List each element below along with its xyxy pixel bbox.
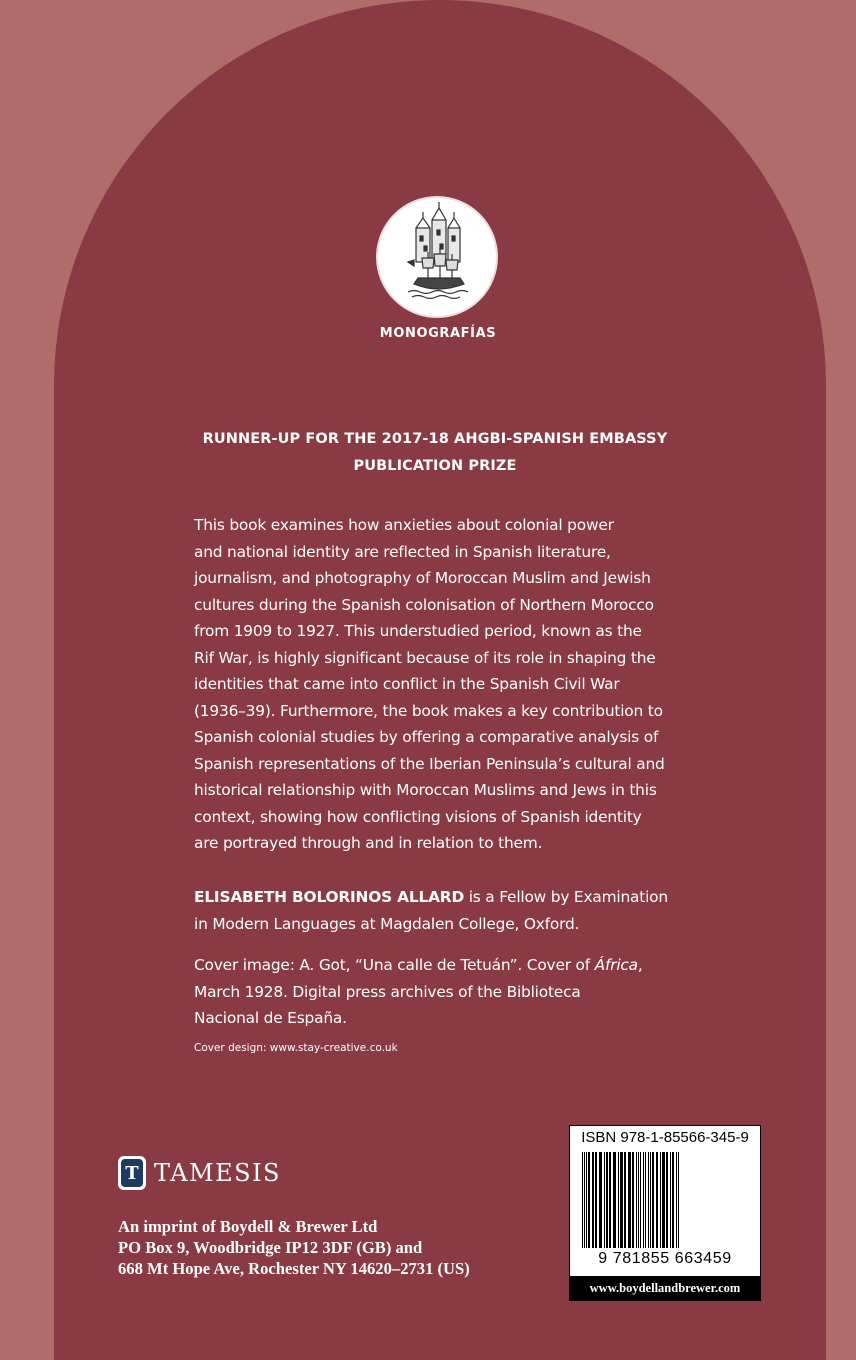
barcode-bar [676, 1152, 677, 1248]
barcode-bar [648, 1152, 649, 1248]
credit-line: Nacional de España. [194, 1009, 347, 1027]
barcode-bar [618, 1152, 619, 1248]
credit-text: , [637, 956, 643, 974]
description-line: This book examines how anxieties about colonial power [194, 516, 614, 534]
barcode-bar [645, 1152, 646, 1248]
barcode-bar [640, 1152, 641, 1248]
barcode-bar [670, 1152, 671, 1248]
barcode-bar [588, 1152, 590, 1248]
barcode-bar [624, 1152, 626, 1248]
author-bio-line [194, 884, 730, 911]
barcode-bar [656, 1152, 658, 1248]
barcode-bar [604, 1152, 605, 1248]
barcode-bar [606, 1152, 608, 1248]
barcode-bar [595, 1152, 597, 1248]
imprint-line: 668 Mt Hope Ave, Rochester NY 14620–2731 (US) [118, 1259, 470, 1278]
barcode-bar [638, 1152, 639, 1248]
isbn-digits: 9 781855 663459 [598, 1250, 732, 1267]
description-line: identities that came into conflict in the Spanish Civil War [194, 675, 620, 693]
barcode-bar [609, 1152, 611, 1248]
isbn-label: ISBN 978-1-85566-345-9 [581, 1129, 749, 1146]
publisher-name: TAMESIS [154, 1159, 281, 1187]
barcode-bar [584, 1152, 585, 1248]
isbn-barcode-panel [569, 1125, 761, 1301]
description-line: Spanish colonial studies by offering a comparative analysis of [194, 728, 659, 746]
barcode-bar [582, 1152, 583, 1248]
credit-line: March 1928. Digital press archives of the Biblioteca [194, 982, 581, 1001]
description-line: journalism, and photography of Moroccan Muslim and Jewish [194, 569, 651, 587]
author-name: ELISABETH BOLORINOS ALLARD [194, 888, 465, 906]
barcode-bar [599, 1152, 602, 1248]
prize-line: RUNNER-UP FOR THE 2017-18 AHGBI-SPANISH EMBASSY [202, 431, 668, 447]
barcode-bar [678, 1152, 679, 1248]
barcode-bar [662, 1152, 665, 1248]
cover-image-credit [194, 952, 730, 1032]
cover-design-credit: Cover design: www.stay-creative.co.uk [194, 1042, 398, 1054]
description-line: from 1909 to 1927. This understudied period, known as the [194, 622, 642, 640]
barcode-bar [620, 1152, 623, 1248]
barcode-icon [580, 1152, 752, 1248]
description-line: historical relationship with Moroccan Muslims and Jews in this [194, 781, 657, 799]
description-line: (1936–39). Furthermore, the book makes a key contribution to [194, 701, 663, 720]
description-line: are portrayed through and in relation to them. [194, 834, 543, 852]
barcode-bar [586, 1152, 587, 1248]
barcode-bar [628, 1152, 631, 1248]
tamesis-logo-letter: T [121, 1159, 143, 1187]
tamesis-t-icon [118, 1156, 146, 1190]
prize-heading [170, 426, 700, 480]
barcode-bar [666, 1152, 668, 1248]
publisher-url: www.boydellandbrewer.com [570, 1276, 760, 1300]
credit-magazine-title: África [594, 956, 638, 974]
tower-and-ship-emblem-icon [376, 196, 498, 318]
barcode-bar [643, 1152, 644, 1248]
author-bio-text: is a Fellow by Examination [464, 888, 668, 906]
barcode-bar [660, 1152, 661, 1248]
imprint-line: An imprint of Boydell & Brewer Ltd [118, 1217, 378, 1236]
author-bio [194, 884, 730, 937]
credit-line [194, 952, 730, 979]
description-line: context, showing how conflicting visions of Spanish identity [194, 807, 642, 826]
description-line: Spanish representations of the Iberian Peninsula’s cultural and [194, 754, 665, 773]
series-label: MONOGRAFÍAS [379, 326, 497, 341]
publisher-logo [118, 1155, 281, 1191]
author-bio-line: in Modern Languages at Magdalen College, Oxford. [194, 914, 580, 933]
book-description [194, 512, 730, 857]
barcode-bar [632, 1152, 634, 1248]
barcode-bar [636, 1152, 637, 1248]
barcode-bar [652, 1152, 654, 1248]
publisher-imprint [118, 1216, 538, 1279]
description-line: and national identity are reflected in Spanish literature, [194, 542, 611, 561]
credit-text: Cover image: A. Got, “Una calle de Tetuán”. Cover of [194, 956, 595, 974]
barcode-bar [672, 1152, 674, 1248]
imprint-line: PO Box 9, Woodbridge IP12 3DF (GB) and [118, 1238, 423, 1257]
barcode-bar [613, 1152, 616, 1248]
barcode-bar [650, 1152, 651, 1248]
prize-line: PUBLICATION PRIZE [353, 458, 517, 474]
barcode-bar [592, 1152, 594, 1248]
description-line: cultures during the Spanish colonisation of Northern Morocco [194, 595, 654, 614]
description-line: Rif War, is highly significant because of its role in shaping the [194, 648, 656, 667]
